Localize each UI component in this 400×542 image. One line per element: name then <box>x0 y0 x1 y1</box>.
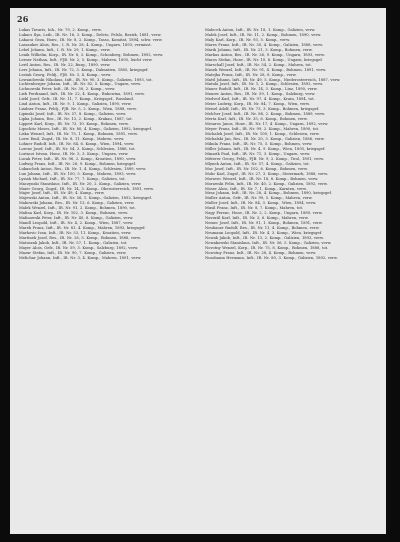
list-item: Lerz Johann, Inft., IR. Nr. 72, 3. Komp., Dalmatien, 1885, kriegsgef. <box>19 67 149 72</box>
list-item: Morawski Felix, Inft., IR. Nr. 40, 2. Komp., Galizien, 1892, verw. <box>205 181 328 186</box>
list-item: Muller Anton, Gefr., IR. Nr. 99, 5. Komp., Mahren, verw. <box>205 196 313 201</box>
list-item: Maros Stefan, Honv., IR. Nr. 10, 6. Komp., Ungarn, kriegsgef. <box>205 57 323 62</box>
list-item: Lipka Johann, Res., IR. Nr. 13, 2. Komp., Krakau, 1887, tot. <box>19 117 133 122</box>
list-item: Nagy Ferenc, Honv., IR. Nr. 2, 2. Komp., Ungarn, 1889, verw. <box>205 211 323 216</box>
list-item: Mikula Franz, Inft., IR. Nr. 75, 5. Komp., Bohmen, verw. <box>205 141 313 146</box>
list-item: Medved Karl, Inft., IR. Nr. 97, 4. Komp., Krain, 1894, tot. <box>205 97 315 102</box>
document-page <box>10 8 386 534</box>
list-item: Lucak Peter, Inft., IR. Nr. 96, 2. Komp., Kroatien, 1890, verw. <box>19 156 137 161</box>
list-item: Mitterer Georg, Feldj., FJB. Nr. 9, 2. Komp., Tirol, 1891, verw. <box>205 156 324 161</box>
list-item: Lipschitz Moses, Inft., IR. Nr. 80, 4. Komp., Galizien, 1892, kriegsgef. <box>19 127 152 132</box>
list-item: Maurer Anton, Res., IR. Nr. 59, 1. Komp., Salzburg, verw. <box>205 92 316 97</box>
list-item: Meisel Adolf, Inft., IR. Nr. 73, 3. Komp., Bohmen, kriegsgef. <box>205 107 320 112</box>
list-item: Mayer Alois, Gefr., IR. Nr. 59, 3. Komp., Salzburg, 1892, verw. <box>19 245 139 250</box>
list-item: Matuszak Jakob, Inft., IR. Nr. 57, 1. Komp., Galizien, tot. <box>19 240 128 245</box>
list-item: Lindner Franz, Feldj., FJB. Nr. 5, 2. Komp., Wien, 1888, verw. <box>19 107 137 112</box>
list-item: Lertl Anton, Res., IR. Nr. 22, Burg., 1890, verw. <box>19 62 111 67</box>
list-item: Muller Josef, Inft., IR. Nr. 84, 3. Komp., Wien, 1894, verw. <box>205 201 317 206</box>
list-item: Lukaschek Anton, Res., IR. Nr. 1, 4. Komp., Schlesien, 1889, verw. <box>19 166 147 171</box>
list-item: Majewski Anton, Inft., IR. Nr. 56, 1. Komp., Galizien, 1892, kriegsgef. <box>19 196 152 201</box>
list-item: Markus Anton, Res., IR. Nr. 26, 9. Komp., Ungarn, 1893, verw. <box>205 52 325 57</box>
list-item: Mazur Stefan, Inft., IR. Nr. 90, 7. Komp., Galizien, verw. <box>19 250 127 255</box>
list-item: Malek Wenzel, Inft., IR. Nr. 91, 2. Komp., Bohmen, 1890, tot. <box>19 206 136 211</box>
list-item: Loew Emil, Zugsf., IR. Nr. 8, 11. Komp., Mahren, verw. <box>19 136 125 141</box>
list-item: Mlynek Anton, Inft., IR. Nr. 57, 4. Komp., Galizien, tot. <box>205 161 310 166</box>
list-item: Lenik Wilhelm, Korp., IR. Nr. 8, 3. Komp., Schonberg, Bohmen, 1892, verw. <box>19 52 164 57</box>
list-item: Mares Franz, Inft., IR. Nr. 30, 4. Komp., Galizien, 1888, verw. <box>205 42 324 47</box>
list-item: Nowotny Franz, Inft., IR. Nr. 28, 4. Komp., Bohmen, verw. <box>205 250 317 255</box>
list-item: Michalski Jan, Res., IR. Nr. 20, 3. Komp., Galizien, 1886, verw. <box>205 136 325 141</box>
list-item: Moser Alois, Inft., IR. Nr. 7, 1. Komp., Karnten, verw. <box>205 186 307 191</box>
list-item: Neumann Leopold, Inft., IR. Nr. 4, 3. Komp., Wien, kriegsgef. <box>205 231 323 236</box>
list-item: Marschall Josef, Inft., IR. Nr. 54, 2. Komp., Mahren, tot. <box>205 62 312 67</box>
list-item: Lukas Tavaris, Inh., Nr. 79, 2. Komp., verw. <box>19 28 102 32</box>
list-item: Melichar Johann, Inft., IR. Nr. 3, 4. Komp., Mahren, 1891, verw. <box>19 255 142 260</box>
list-item: Maier Georg, Zugsf., IR. Nr. 14, 3. Komp., Oberosterreich, 1891, verw. <box>19 186 154 191</box>
list-item: Michalek Josef, Inft., IR. Nr. 100, 1. Komp., Schlesien, verw. <box>205 132 320 137</box>
list-item: Lebel Johann, Inft., I. R. Nr. 29, 1. Komp., verw. <box>19 47 111 52</box>
list-item: Lippert Karl, Korp., IR. Nr. 73, 10. Komp., Bohmen, verw. <box>19 122 129 127</box>
list-item: Musil Franz, Inft., IR. Nr. 8, 7. Komp., Mahren, tot. <box>205 206 304 211</box>
list-item: Makowski Johann, Res., IR. Nr. 13, 6. Komp., Galizien, verw. <box>19 201 135 206</box>
list-item: Nowak Jakob, Inft., IR. Nr. 13, 2. Komp., Galizien, 1893, verw. <box>205 236 324 241</box>
list-item: Malina Karl, Korp., IR. Nr. 102, 3. Komp., Bohmen, verw. <box>19 211 128 216</box>
list-item: Marek Franz, Inft., IR. Nr. 81, 4. Komp., Mahren, 1893, kriegsgef. <box>19 226 146 231</box>
list-item: Lichnowski Peter, Inft., IR. Nr. 30, 2. Komp., verw. <box>19 87 116 92</box>
list-item: Lerner Nathan, Inft., FJB. Nr. 2, 5. Komp., Mahren, 1893, leicht verw. <box>19 57 153 62</box>
list-item: Masek Wenzel, Inft., IR. Nr. 91, 4. Komp., Bohmen, 1891, verw. <box>205 67 327 72</box>
list-item: Nemec Josef, Inft., IR. Nr. 91, 1. Komp., Bohmen, 1891, verw. <box>205 221 323 226</box>
list-item: Majer Josef, Inft., IR. Nr. 49, 4. Komp., verw. <box>19 191 105 196</box>
list-item: Maly Karl, Korp., IR. Nr. 93, 5. Komp., verw. <box>205 37 290 42</box>
list-item: Miller Johann, Inft., IR. Nr. 4, 9. Komp., Wien, 1893, kriegsgef. <box>205 146 326 151</box>
list-item: Lorenz Josef, Inft., IR. Nr. 54, 3. Komp., Schlesien, 1886, tot. <box>19 146 136 151</box>
list-item: Liebl Josef, Gefr., IR. Nr. 11, 7. Komp., Kriegsgef., Russland. <box>19 97 135 102</box>
list-item: Lieb Ferdinand, Inft., IR. Nr. 22, 4. Komp., Bukowina, 1891, verw. <box>19 92 145 97</box>
list-item: Lysiak Michael, Inft., IR. Nr. 77, 7. Komp., Galizien, tot. <box>19 176 126 181</box>
list-item: Minarik Paul, Inft., IR. Nr. 71, 3. Komp., Ungarn, verw. <box>205 151 311 156</box>
list-item: Martinek Josef, Res., IR. Nr. 28, 5. Komp., Bohmen, 1888, verw. <box>19 236 141 241</box>
list-item: Lukacs Ilya, Lstb., IR. Nr. 16, 3. Komp., Deleto, Felslo, Bezirk, 1881, verw. <box>19 32 162 37</box>
list-item: Lassauker Alois, Res., I. R. Nr. 28, 4. Komp., Ungarn, 1893, vermisst. <box>19 42 152 47</box>
list-item: Nussbaum Hermann, Inft., IR. Nr. 80, 3. Komp., Galizien, 1892, verw. <box>205 255 338 260</box>
list-item: Mesaros Janos, Honv., IR. Nr. 17, 4. Komp., Ungarn, 1892, verw. <box>205 122 329 127</box>
list-item: Nowakowski Stanislaus, Inft., IR. Nr. 56, 5. Komp., Galizien, verw. <box>205 240 332 245</box>
page-number: 26 <box>17 14 29 24</box>
list-item: Meier Ludwig, Korp., IR. Nr. 84, 7. Komp., Wien, verw. <box>205 102 310 107</box>
list-item: Matejka Franz, Inft., IR. Nr. 28, 8. Komp., verw. <box>205 72 297 77</box>
list-item: Ludwig Franz, Inft., IR. Nr. 28, 9. Komp., Bohmen, kriegsgef. <box>19 161 136 166</box>
list-item: Lux Johann, Inft., IR. Nr. 100, 5. Komp., Mahren, 1893, verw. <box>19 171 137 176</box>
list-item: Markovic Ivan, Inft., IR. Nr. 53, 11. Komp., Kroatien, verw. <box>19 231 132 236</box>
list-item: Maczynski Stanislaus, Inft., IR. Nr. 20, 2. Komp., Galizien, verw. <box>19 181 142 186</box>
list-item: Navratil Karl, Inft., IR. Nr. 3, 6. Komp., Mahren, verw. <box>205 216 309 221</box>
list-item: Lind Anton, Inft., IR. Nr. 9, 1. Komp., Galizien, 1890, verw. <box>19 102 132 107</box>
list-item: Lipinski Josef, Inft., IR. Nr. 57, 8. Komp., Galizien, verw. <box>19 112 127 117</box>
list-item: Neubauer Rudolf, Res., IR. Nr. 11, 4. Komp., Bohmen, verw. <box>205 226 320 231</box>
list-item: Matula Josef, Inft., IR. Nr. 1, 2. Komp., Schlesien, 1892, verw. <box>205 82 324 87</box>
list-item: Lewandowski Nikolaus, Inft., IR. Nr. 90, 3. Komp., Galizien, 1893, tot. <box>19 77 153 82</box>
list-item: Mraz Johann, Inft., IR. Nr. 28, 4. Komp., Bohmen, 1890, kriegsgef. <box>205 191 332 196</box>
list-item: Moravec Wenzel, Inft., IR. Nr. 18, 8. Komp., Bohmen, verw. <box>205 176 319 181</box>
list-item: Novotny Wenzel, Korp., IR. Nr. 75, 8. Komp., Bohmen, 1888, tot. <box>205 245 329 250</box>
list-item: Merta Karl, Inft., IR. Nr. 35, 6. Komp., Bohmen, verw. <box>205 117 308 122</box>
list-item: Malek Josef, Inft., IR. Nr. 11, 2. Komp., Bohmen, 1890, verw. <box>205 32 322 37</box>
list-item: Lohner Rudolf, Inft., IR. Nr. 84, 6. Komp., Wien, 1894, verw. <box>19 141 135 146</box>
list-item: Mauer Rudolf, Inft., IR. Nr. 14, 3. Komp., Linz, 1890, verw. <box>205 87 318 92</box>
list-item: Mandl Leopold, Inft., IR. Nr. 4, 2. Komp., Wien, 1887, verw. <box>19 221 134 226</box>
list-item: Liska Wenzel, Inft., IR. Nr. 75, 1. Komp., Bohmen, 1891, verw. <box>19 132 138 137</box>
list-item: Melcher Josef, Inft., IR. Nr. 88, 2. Komp., Bohmen, 1889, verw. <box>205 112 326 117</box>
list-item: Lakacsi Geza, Honv., IR. Nr. 8, 2. Komp., Tasso, Komitat, 1894, schw. verw. <box>19 37 163 42</box>
left-column <box>19 28 195 530</box>
list-item: Malecek Anton, Inft., IR. Nr. 18, 1. Komp., Galizien, verw. <box>205 28 316 32</box>
list-item: Meyer Franz, Inft., IR. Nr. 99, 2. Komp., Mahren, 1890, tot. <box>205 127 320 132</box>
list-item: Malinowski Peter, Inft., IR. Nr. 40, 8. Komp., Galizien, verw. <box>19 216 134 221</box>
list-item: Mohr Karl, Zugsf., IR. Nr. 27, 3. Komp., Steiermark, 1888, verw. <box>205 171 328 176</box>
list-item: Lorinczi Istvan, Honv., IR. Nr. 5, 3. Komp., Ungarn, verw. <box>19 151 129 156</box>
list-item: Lestak Georg, Feldj., FJB. Nr. 3, 4. Komp., verw. <box>19 72 112 77</box>
list-item: Marik Johann, Inft., IR. Nr. 21, 3. Komp., Bohmen, verw. <box>205 47 313 52</box>
list-item: Moc Josef, Inft., IR. Nr. 102, 6. Komp., Bohmen, verw. <box>205 166 308 171</box>
right-column <box>205 28 381 530</box>
list-item: Mattl Johann, Inft., IR. Nr. 49, 5. Komp., Niederosterreich, 1887, verw. <box>205 77 341 82</box>
list-item: Lichtenberger Johann, Inft., IR. Nr. 82, 5. Komp., Ungarn, verw. <box>19 82 142 87</box>
